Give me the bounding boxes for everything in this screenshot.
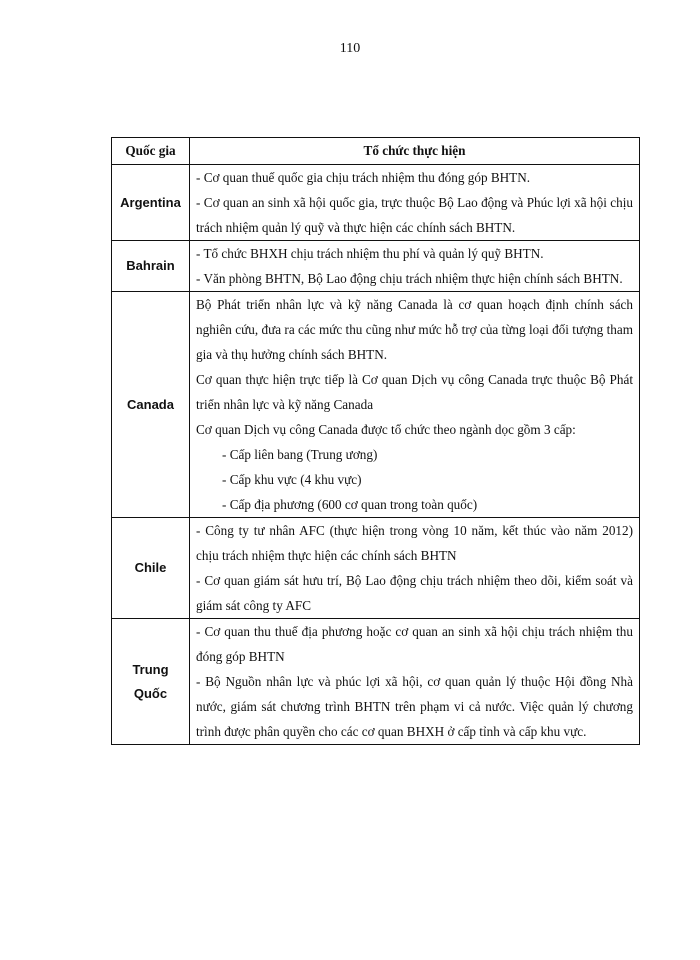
country-cell: Bahrain	[112, 241, 190, 292]
content-line: Cơ quan Dịch vụ công Canada được tổ chức theo ngành dọc gồm 3 cấp:	[196, 422, 576, 437]
country-cell: Canada	[112, 292, 190, 518]
country-name-line2: Quốc	[133, 685, 168, 701]
content-line: - Cơ quan giám sát hưu trí, Bộ Lao động chịu trách nhiệm theo dõi, kiểm soát và giám sát công ty AFC	[196, 573, 633, 613]
table-row-bahrain	[112, 241, 640, 292]
content-line: - Cơ quan thu thuế địa phương hoặc cơ quan an sinh xã hội chịu trách nhiệm thu đóng góp BHTN	[196, 624, 633, 664]
page-number: 110	[339, 41, 361, 56]
content-cell	[190, 619, 640, 745]
table-header-row	[112, 138, 640, 165]
country-cell	[112, 619, 190, 745]
table-row-trung-quoc	[112, 619, 640, 745]
content-line: - Văn phòng BHTN, Bộ Lao động chịu trách nhiệm thực hiện chính sách BHTN.	[196, 271, 623, 286]
organization-table	[111, 137, 640, 745]
content-line: - Bộ Nguồn nhân lực và phúc lợi xã hội, cơ quan quản lý thuộc Hội đồng Nhà nước, giám sát chương trình BHTN trên phạm vi cả nước. Việc quản lý chương trình được phân quyền cho các cơ quan BHXH ở cấp tỉnh và cấp khu vực.	[196, 674, 633, 739]
header-organization: Tổ chức thực hiện	[190, 138, 640, 165]
country-cell: Chile	[112, 518, 190, 619]
content-line: - Cơ quan thuế quốc gia chịu trách nhiệm thu đóng góp BHTN.	[196, 170, 531, 185]
content-line: Cơ quan thực hiện trực tiếp là Cơ quan Dịch vụ công Canada trực thuộc Bộ Phát triển nhân lực và kỹ năng Canada	[196, 372, 633, 412]
header-country: Quốc gia	[112, 138, 190, 165]
content-line: - Cơ quan an sinh xã hội quốc gia, trực thuộc Bộ Lao động và Phúc lợi xã hội chịu trách nhiệm quản lý quỹ và thực hiện các chính sách BHTN.	[196, 195, 633, 235]
content-cell	[190, 165, 640, 241]
table-row-chile	[112, 518, 640, 619]
content-line: - Công ty tư nhân AFC (thực hiện trong vòng 10 năm, kết thúc vào năm 2012) chịu trách nhiệm thực hiện các chính sách BHTN	[196, 523, 633, 563]
content-subline: - Cấp địa phương (600 cơ quan trong toàn quốc)	[222, 497, 478, 512]
content-cell	[190, 292, 640, 518]
content-subline: - Cấp liên bang (Trung ương)	[222, 447, 378, 462]
content-line: - Tổ chức BHXH chịu trách nhiệm thu phí và quản lý quỹ BHTN.	[196, 246, 544, 261]
content-subline: - Cấp khu vực (4 khu vực)	[222, 472, 362, 487]
country-name-line1: Trung	[132, 661, 169, 677]
country-cell: Argentina	[112, 165, 190, 241]
content-cell	[190, 518, 640, 619]
table-row-canada	[112, 292, 640, 518]
content-line: Bộ Phát triển nhân lực và kỹ năng Canada là cơ quan hoạch định chính sách nghiên cứu, đưa ra các mức thu cũng như mức hỗ trợ của từng loại đối tượng tham gia và thụ hưởng chính sách BHTN.	[196, 297, 633, 362]
table-row-argentina	[112, 165, 640, 241]
content-cell	[190, 241, 640, 292]
